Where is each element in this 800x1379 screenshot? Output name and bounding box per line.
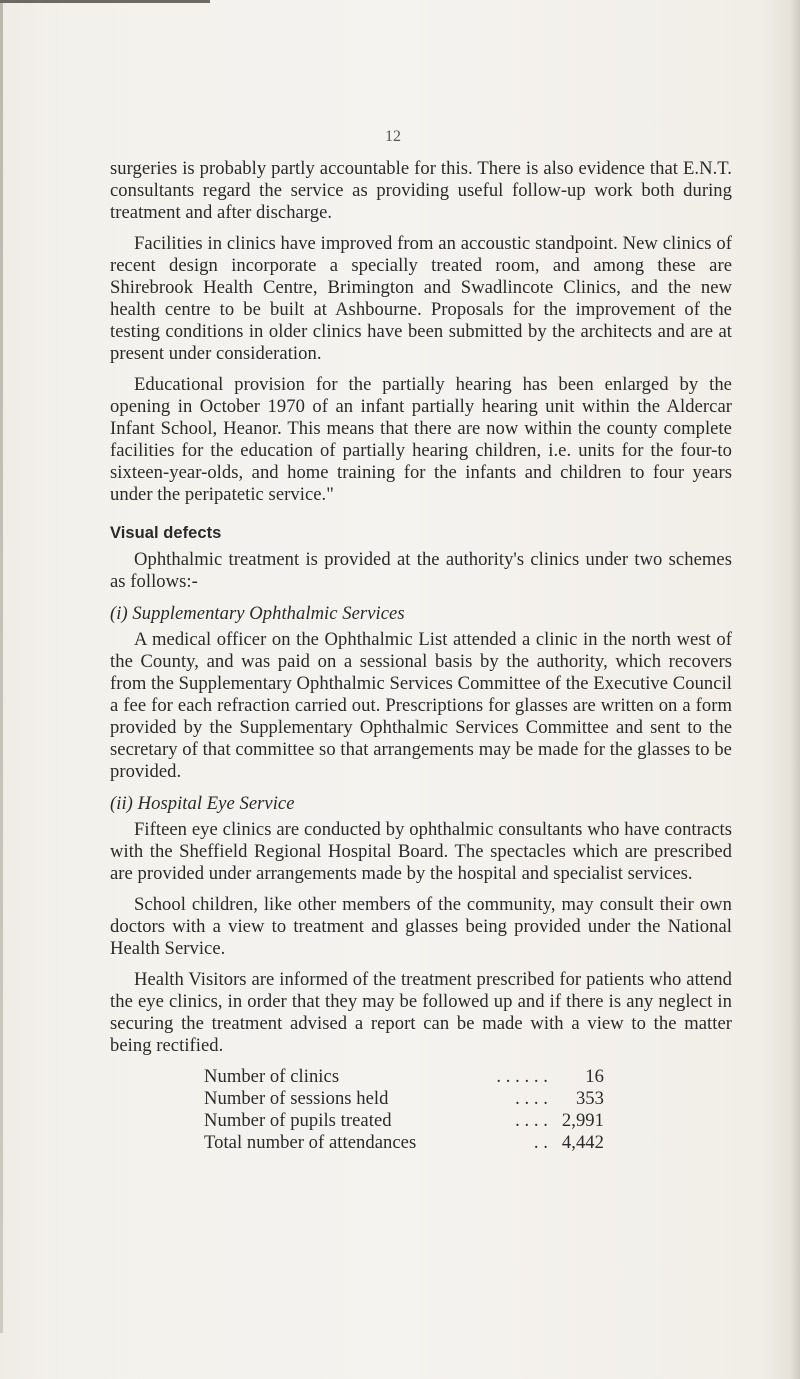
paragraph: Facilities in clinics have improved from an accoustic standpoint. New clinics of recent design incorporate a specially treated room, and among these are Shirebrook Health Centre, Brimington and Swadlincote Clinics, and the new health centre to be built at Ashbourne. Proposals for the improvement of the testing conditions in older clinics have been submitted by the architects and are at present under consideration. (110, 233, 732, 364)
page-number: 12 (385, 128, 401, 145)
stat-leader-dots: . . (533, 1132, 548, 1153)
stat-label: Number of clinics (204, 1066, 340, 1087)
stat-leader-dots: . . . . (515, 1110, 548, 1131)
paragraph: Educational provision for the partially hearing has been enlarged by the opening in October 1970 of an infant partially hearing unit within the Aldercar Infant School, Heanor. This means that there are now within the county complete facilities for the education of partially hearing children, i.e. units for the four-to sixteen-year-olds, and home training for the infants and children to four years under the peripatetic service." (110, 374, 732, 505)
subheading-hospital-eye-service: (ii) Hospital Eye Service (110, 793, 295, 814)
paragraph: Ophthalmic treatment is provided at the authority's clinics under two schemes as follows:- (110, 549, 732, 592)
document-body (110, 158, 732, 1154)
stat-value: 353 (575, 1088, 604, 1109)
paragraph: A medical officer on the Ophthalmic List attended a clinic in the north west of the County, and was paid on a sessional basis by the authority, which recovers from the Supplementary Ophthalmic Services Committee of the Executive Council a fee for each refraction carried out. Prescriptions for glasses are written on a form provided by the Supplementary Ophthalmic Services Committee and sent to the secretary of that committee so that arrangements may be made for the glasses to be provided. (110, 629, 732, 782)
stat-value: 16 (585, 1066, 604, 1087)
section-heading-visual-defects: Visual defects (110, 524, 222, 542)
stat-value: 2,991 (561, 1110, 604, 1131)
subheading-supplementary-ophthalmic: (i) Supplementary Ophthalmic Services (110, 603, 405, 624)
paragraph: surgeries is probably partly accountable for this. There is also evidence that E.N.T. consultants regard the service as providing useful follow-up work both during treatment and after discharge. (110, 158, 732, 223)
stat-row (204, 1110, 604, 1132)
stat-label: Total number of attendances (204, 1132, 417, 1153)
paragraph: School children, like other members of the community, may consult their own doctors with a view to treatment and glasses being provided under the National Health Service. (110, 894, 732, 959)
right-page-shadow (790, 0, 800, 1379)
left-page-edge (0, 3, 3, 1333)
stat-row (204, 1088, 604, 1110)
stat-value: 4,442 (561, 1132, 604, 1153)
stat-row (204, 1132, 604, 1154)
stat-leader-dots: . . . . . . (496, 1066, 548, 1087)
paragraph: Fifteen eye clinics are conducted by ophthalmic consultants who have contracts with the Sheffield Regional Hospital Board. The spectacles which are prescribed are provided under arrangements made by the hospital and specialist services. (110, 819, 732, 884)
stat-leader-dots: . . . . (515, 1088, 548, 1109)
paragraph: Health Visitors are informed of the treatment prescribed for patients who attend the eye clinics, in order that they may be followed up and if there is any neglect in securing the treatment advised a report can be made with a view to the matter being rectified. (110, 969, 732, 1056)
stat-row (204, 1066, 604, 1088)
stat-label: Number of sessions held (204, 1088, 389, 1109)
statistics-table (204, 1066, 732, 1154)
top-rule (0, 0, 210, 3)
stat-label: Number of pupils treated (204, 1110, 392, 1131)
